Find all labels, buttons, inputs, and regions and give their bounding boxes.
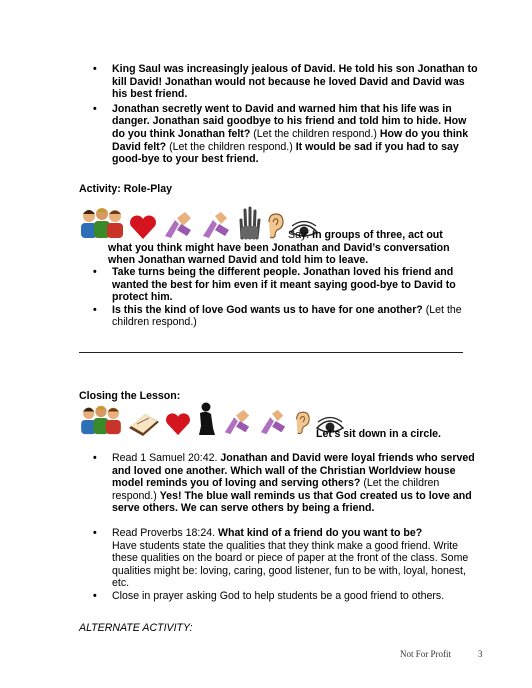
activity-bullets (93, 266, 473, 329)
list-item: • Jonathan secretly went to David and warned him that his life was in danger. Jonathan said goodbye to his friend and told him to hide. How do you think Jonathan felt? (Let the children respond.) How do you think David felt? (Let the children respond.) It would be sad if you had to say good-bye to your best friend. (93, 102, 469, 166)
closing-icon-row (79, 402, 349, 440)
list-item: • Is this the kind of love God wants us to have for one another? (Let the children respond.) (93, 303, 462, 329)
closing-bullets (93, 452, 477, 603)
praying-hands-icon (221, 408, 253, 440)
alternate-activity-heading: ALTERNATE ACTIVITY: (79, 622, 193, 634)
footer-text: Not For Profit (400, 649, 452, 659)
list-item: • King Saul was increasingly jealous of David. He told his son Jonathan to kill David! Jonathan would not because he loved David and David was his best friend. (93, 63, 478, 101)
intro-bullet-1: King Saul was increasingly jealous of David. He told his son Jonathan to kill David! Jonathan would not because he loved David and David was his best friend. (112, 63, 478, 101)
list-item: • Close in prayer asking God to help students be a good friend to others. (93, 589, 445, 602)
list-item: • Read 1 Samuel 20:42. Jonathan and David were loyal friends who served and loved one another. Which wall of the Christian Worldview house model reminds you of loving and serving others? (Let the children respond.) Yes! The blue wall reminds us that God created us to love and serve others. We can serve others by being a friend. (93, 452, 475, 515)
page-number: 3 (478, 649, 483, 659)
say-paragraph: Say: In groups of three, act out what you think might have been Jonathan and David’s conversation when Jonathan warned David and told him to leave. (108, 229, 450, 267)
kneeling-person-icon (195, 402, 217, 440)
heart-icon (165, 412, 191, 440)
ear-icon (293, 410, 311, 440)
group-of-children-icon (79, 402, 123, 440)
divider (79, 352, 463, 353)
list-item: • Take turns being the different people. Jonathan loved his friend and wanted the best for him even if it meant saying good-bye to David to protect him. (93, 266, 456, 304)
list-item: • Read Proverbs 18:24. What kind of a friend do you want to be? Have students state the qualities that they think make a good friend. Write these qualities on the board or piece of paper at the front of the class. Some qualities might be: loving, caring, good listener, fun to be with, loyal, honest, etc. (93, 526, 469, 590)
activity-heading: Activity: Role-Play (79, 183, 173, 195)
praying-hands-icon (257, 408, 289, 440)
bible-icon (127, 406, 161, 440)
sit-down-text: Let’s sit down in a circle. (316, 428, 441, 440)
closing-heading: Closing the Lesson: (79, 390, 181, 402)
intro-bullets (93, 63, 478, 166)
